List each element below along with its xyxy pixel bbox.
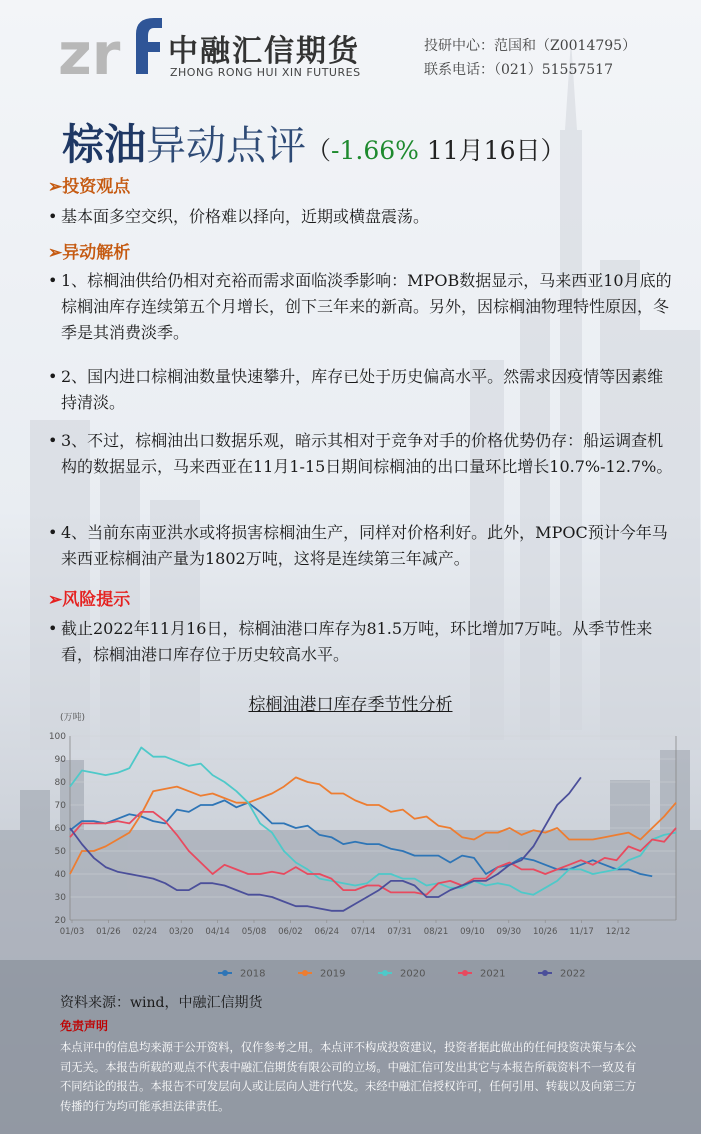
bullet-analysis-2	[48, 364, 678, 416]
x-tick-label: 09/10	[460, 927, 485, 937]
x-tick-label: 01/03	[59, 927, 85, 937]
legend-label-2018: 2018	[240, 968, 266, 980]
title-date: 11月16日）	[418, 136, 566, 165]
y-tick-label: 30	[54, 893, 66, 903]
title-type: 异动点评	[146, 123, 307, 169]
x-tick-label: 04/14	[205, 927, 230, 937]
y-tick-label: 70	[54, 801, 66, 811]
bullet-dot: •	[48, 523, 58, 542]
investment-view-text: 基本面多空交织，价格难以择向，近期或横盘震荡。	[61, 207, 430, 226]
y-tick-label: 40	[54, 870, 66, 880]
data-source: 资料来源：wind，中融汇信期货	[60, 995, 263, 1011]
chart-title	[0, 690, 701, 715]
x-tick-label: 01/26	[96, 927, 121, 937]
bullet-analysis-3	[48, 428, 678, 480]
heading-analysis: ➢异动解析	[48, 243, 131, 263]
bullet-analysis-1	[48, 268, 678, 346]
company-name-en: ZHONG RONG HUI XIN FUTURES	[170, 66, 361, 79]
disclaimer-text: 本点评中的信息均来源于公开资料，仅作参考之用。本点评不构成投资建议，投资者据此做出的任何投资决策与本公司无关。本报告所载的观点不代表中融汇信期货有限公司的立场。中融汇信可发出其它与本报告所载资料不一致及有不同结论的报告。本报告不可发层向人或让层向人进行代发。未经中融汇信授权许可，任何引用、转载以及向第三方传播的行为均可能承担法律责任。	[60, 1041, 637, 1113]
legend-label-2020: 2020	[400, 968, 426, 980]
page-title	[62, 112, 565, 172]
x-tick-label: 10/26	[532, 927, 558, 937]
analysis-item-1: 1、棕榈油供给仍相对充裕而需求面临淡季影响：MPOB数据显示，马来西亚10月底的棕榈油库存连续第五个月增长，创下三年来的新高。另外，因棕榈油物理特性原因，冬季是其消费淡季。	[61, 271, 672, 342]
x-tick-label: 12/12	[605, 927, 631, 937]
heading-risk: ➢风险提示	[48, 590, 131, 610]
y-tick-label: 90	[54, 755, 66, 765]
bullet-dot: •	[48, 619, 58, 638]
contact-info	[424, 34, 636, 82]
analysis-item-3: 3、不过，棕榈油出口数据乐观，暗示其相对于竞争对手的价格优势仍存：船运调查机构的数据显示，马来西亚在11月1-15日期间棕榈油的出口量环比增长10.7%-12.7%。	[61, 431, 673, 476]
x-tick-label: 09/30	[496, 927, 522, 937]
y-tick-label: 60	[54, 824, 66, 834]
risk-text: 截止2022年11月16日，棕榈油港口库存为81.5万吨，环比增加7万吨。从季节性来看，棕榈油港口库存位于历史较高水平。	[61, 619, 653, 664]
bullet-dot: •	[48, 271, 58, 290]
contact-researcher: 投研中心：范国和（Z0014795）	[424, 38, 637, 54]
chart-title-text: 棕榈油港口库存季节性分析	[248, 695, 453, 715]
bullet-dot: •	[48, 431, 58, 450]
company-name-cn: 中融汇信期货	[168, 34, 360, 69]
legend-label-2021: 2021	[480, 968, 506, 980]
contact-phone: 联系电话：（021）51557517	[424, 62, 613, 78]
x-tick-label: 08/21	[423, 927, 449, 937]
y-tick-label: 50	[54, 847, 66, 857]
svg-text:zr: zr	[58, 20, 121, 80]
x-tick-label: 07/31	[387, 927, 412, 937]
bullet-risk	[48, 616, 678, 668]
title-change-percent: -1.66%	[331, 136, 419, 165]
x-tick-label: 05/08	[241, 927, 267, 937]
title-product: 棕油	[62, 120, 147, 169]
x-tick-label: 02/24	[132, 927, 158, 937]
x-tick-label: 06/24	[314, 927, 340, 937]
bullet-analysis-4	[48, 520, 678, 572]
x-tick-label: 06/02	[278, 927, 303, 937]
legend-label-2022: 2022	[560, 968, 586, 980]
title-open-paren: （	[306, 136, 332, 165]
bullet-dot: •	[48, 367, 58, 386]
y-tick-label: 100	[48, 732, 66, 742]
x-tick-label: 11/17	[569, 927, 594, 937]
x-tick-label: 07/14	[350, 927, 376, 937]
bullet-dot: •	[48, 207, 58, 226]
heading-investment-view: ➢投资观点	[48, 177, 131, 197]
y-axis-unit: (万吨)	[60, 713, 86, 723]
x-tick-label: 03/20	[168, 927, 194, 937]
y-tick-label: 20	[54, 916, 66, 926]
bullet-investment-view	[48, 204, 678, 230]
analysis-item-4: 4、当前东南亚洪水或将损害棕榈油生产，同样对价格利好。此外，MPOC预计今年马来西亚棕榈油产量为1802万吨，这将是连续第三年减产。	[61, 523, 668, 568]
analysis-item-2: 2、国内进口棕榈油数量快速攀升，库存已处于历史偏高水平。然需求因疫情等因素维持清淡。	[61, 367, 664, 412]
zrf-logo-mark	[58, 12, 168, 80]
y-tick-label: 80	[54, 778, 66, 788]
legend-label-2019: 2019	[320, 968, 346, 980]
disclaimer-title: 免责声明	[60, 1019, 109, 1033]
